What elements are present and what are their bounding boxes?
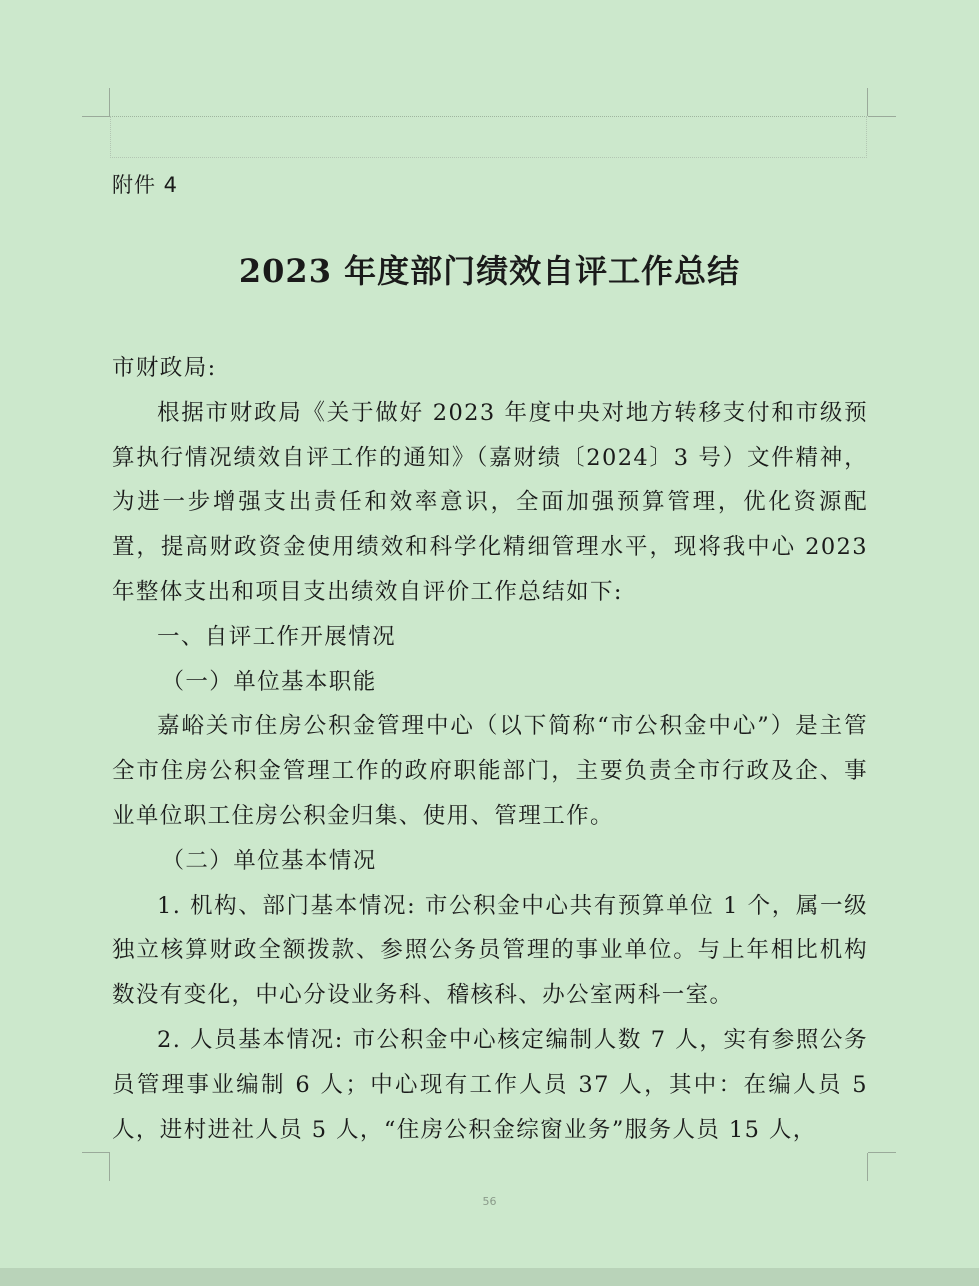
item-1-paragraph: 1. 机构、部门基本情况: 市公积金中心共有预算单位 1 个，属一级独立核算财政全额拨款、参照公务员管理的事业单位。与上年相比机构数没有变化，中心分设业务科、稽核科、办公室两科一室。 [112, 892, 868, 1009]
crop-mark-top-left-horizontal [82, 116, 110, 117]
crop-mark-bottom-right-horizontal [868, 1152, 896, 1153]
document-body [112, 346, 868, 1152]
crop-mark-top-right-horizontal [868, 116, 896, 117]
crop-mark-top-right-vertical [867, 88, 868, 116]
salutation: 市财政局: [112, 355, 217, 381]
section-heading-1: 一、自评工作开展情况 [157, 623, 397, 650]
subsection-1-paragraph: 嘉峪关市住房公积金管理中心（以下简称“市公积金中心”）是主管全市住房公积金管理工作的政府职能部门，主要负责全市行政及企、事业单位职工住房公积金归集、使用、管理工作。 [112, 713, 868, 829]
viewer-bottom-strip [0, 1268, 979, 1286]
subsection-heading-2: （二）单位基本情况 [161, 847, 377, 874]
attachment-label: 附件 4 [112, 173, 179, 197]
subsection-heading-1: （一）单位基本职能 [161, 668, 377, 695]
header-area [110, 116, 867, 158]
intro-paragraph: 根据市财政局《关于做好 2023 年度中央对地方转移支付和市级预算执行情况绩效自评工作的通知》（嘉财绩〔2024〕3 号）文件精神，为进一步增强支出责任和效率意识，全面加强预算管理，优化资源配置，提高财政资金使用绩效和科学化精细管理水平，现将我中心 2023 年整体支出和项目支出绩效自评价工作总结如下: [112, 399, 868, 605]
item-2-paragraph: 2. 人员基本情况: 市公积金中心核定编制人数 7 人，实有参照公务员管理事业编制 6 人；中心现有工作人员 37 人，其中：在编人员 5 人，进村进社人员 5 人，“住房公积金综窗业务”服务人员 15 人， [112, 1026, 868, 1143]
page-number: 56 [482, 1195, 497, 1208]
document-title: 2023 年度部门绩效自评工作总结 [238, 252, 741, 290]
crop-mark-top-left-vertical [109, 88, 110, 116]
crop-mark-bottom-right-vertical [867, 1153, 868, 1181]
crop-mark-bottom-left-vertical [109, 1153, 110, 1181]
crop-mark-bottom-left-horizontal [82, 1152, 110, 1153]
